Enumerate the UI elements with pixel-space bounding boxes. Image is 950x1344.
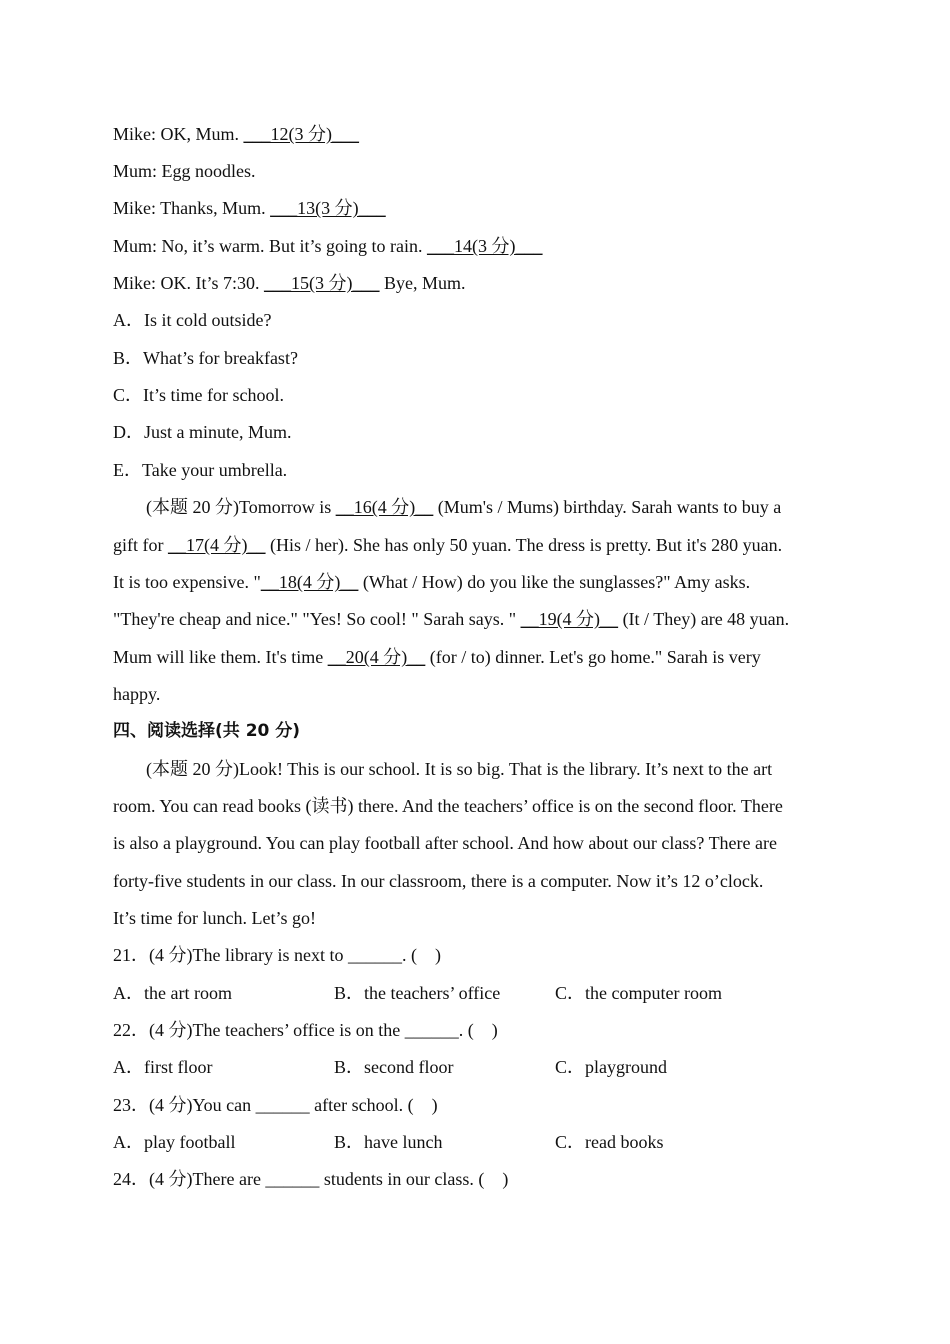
cloze-line [113,645,761,669]
answer-blank-18: __18(4 分)__ [260,572,359,592]
cloze-text: Mum will like them. It's time [113,647,328,667]
dialogue-text: Mike: Thanks, Mum. [113,198,271,218]
question-23-option-b: B．have lunch [334,1132,443,1152]
dialogue-text: Bye, Mum. [379,273,466,293]
answer-blank-13: ___13(3 分)___ [270,198,386,218]
cloze-text: gift for [113,535,168,555]
question-22-stem: 22．(4 分)The teachers’ office is on the ______. ( ) [113,1020,498,1040]
passage-line: It’s time for lunch. Let’s go! [113,908,316,928]
cloze-text: (It / They) are 48 yuan. [618,609,790,629]
answer-blank-19: __19(4 分)__ [520,609,619,629]
cloze-line [113,533,782,557]
answer-blank-17: __17(4 分)__ [167,535,266,555]
question-21-option-c: C．the computer room [555,983,722,1003]
cloze-text: "They're cheap and nice." "Yes! So cool! " Sarah says. " [113,609,521,629]
dialogue-line-14 [113,234,543,258]
question-21-option-a: A．the art room [113,983,232,1003]
answer-blank-16: __16(4 分)__ [335,497,434,517]
passage-line: is also a playground. You can play football after school. And how about our class? There are [113,833,778,853]
dialogue-text: Mum: No, it’s warm. But it’s going to rain. [113,236,427,256]
cloze-text: It is too expensive. " [113,572,261,592]
dialogue-text: Mike: OK. It’s 7:30. [113,273,264,293]
question-22-option-c: C．playground [555,1057,667,1077]
cloze-text: (Mum's / Mums) birthday. Sarah wants to buy a [433,497,782,517]
passage-line: room. You can read books (读书) there. And the teachers’ office is on the second floor. There [113,796,783,816]
cloze-line [113,570,750,594]
cloze-text: (本题 20 分)Tomorrow is [146,497,336,517]
answer-blank-20: __20(4 分)__ [327,647,426,667]
cloze-line [113,607,789,631]
passage-line: (本题 20 分)Look! This is our school. It is so big. That is the library. It’s next to the art [146,759,773,779]
cloze-text: (for / to) dinner. Let's go home." Sarah is very [425,647,761,667]
cloze-text: (His / her). She has only 50 yuan. The dress is pretty. But it's 280 yuan. [265,535,783,555]
question-24-stem: 24．(4 分)There are ______ students in our class. ( ) [113,1169,509,1189]
cloze-text: (What / How) do you like the sunglasses?" Amy asks. [358,572,751,592]
dialogue-option-d: D．Just a minute, Mum. [113,422,292,442]
answer-blank-14: ___14(3 分)___ [427,236,543,256]
question-23-stem: 23．(4 分)You can ______ after school. ( ) [113,1095,438,1115]
question-22-option-a: A．first floor [113,1057,213,1077]
answer-blank-15: ___15(3 分)___ [264,273,380,293]
dialogue-text: Mum: Egg noodles. [113,161,256,181]
question-22-option-b: B．second floor [334,1057,454,1077]
answer-blank-12: ___12(3 分)___ [243,124,359,144]
question-21-stem: 21．(4 分)The library is next to ______. ( ) [113,945,441,965]
dialogue-line-15 [113,271,466,295]
cloze-line [146,495,781,519]
cloze-line: happy. [113,684,161,704]
dialogue-text: Mike: OK, Mum. [113,124,244,144]
dialogue-option-e: E．Take your umbrella. [113,460,288,480]
question-21-option-b: B．the teachers’ office [334,983,501,1003]
dialogue-option-b: B．What’s for breakfast? [113,348,298,368]
dialogue-line [113,159,256,183]
dialogue-option-a: A．Is it cold outside? [113,310,272,330]
passage-line: forty-five students in our class. In our classroom, there is a computer. Now it’s 12 o’clock. [113,871,764,891]
question-23-option-a: A．play football [113,1132,236,1152]
dialogue-option-c: C．It’s time for school. [113,385,284,405]
dialogue-line-13 [113,196,386,220]
question-23-option-c: C．read books [555,1132,664,1152]
section-heading: 四、阅读选择(共 20 分) [113,721,301,741]
dialogue-line-12 [113,122,359,146]
